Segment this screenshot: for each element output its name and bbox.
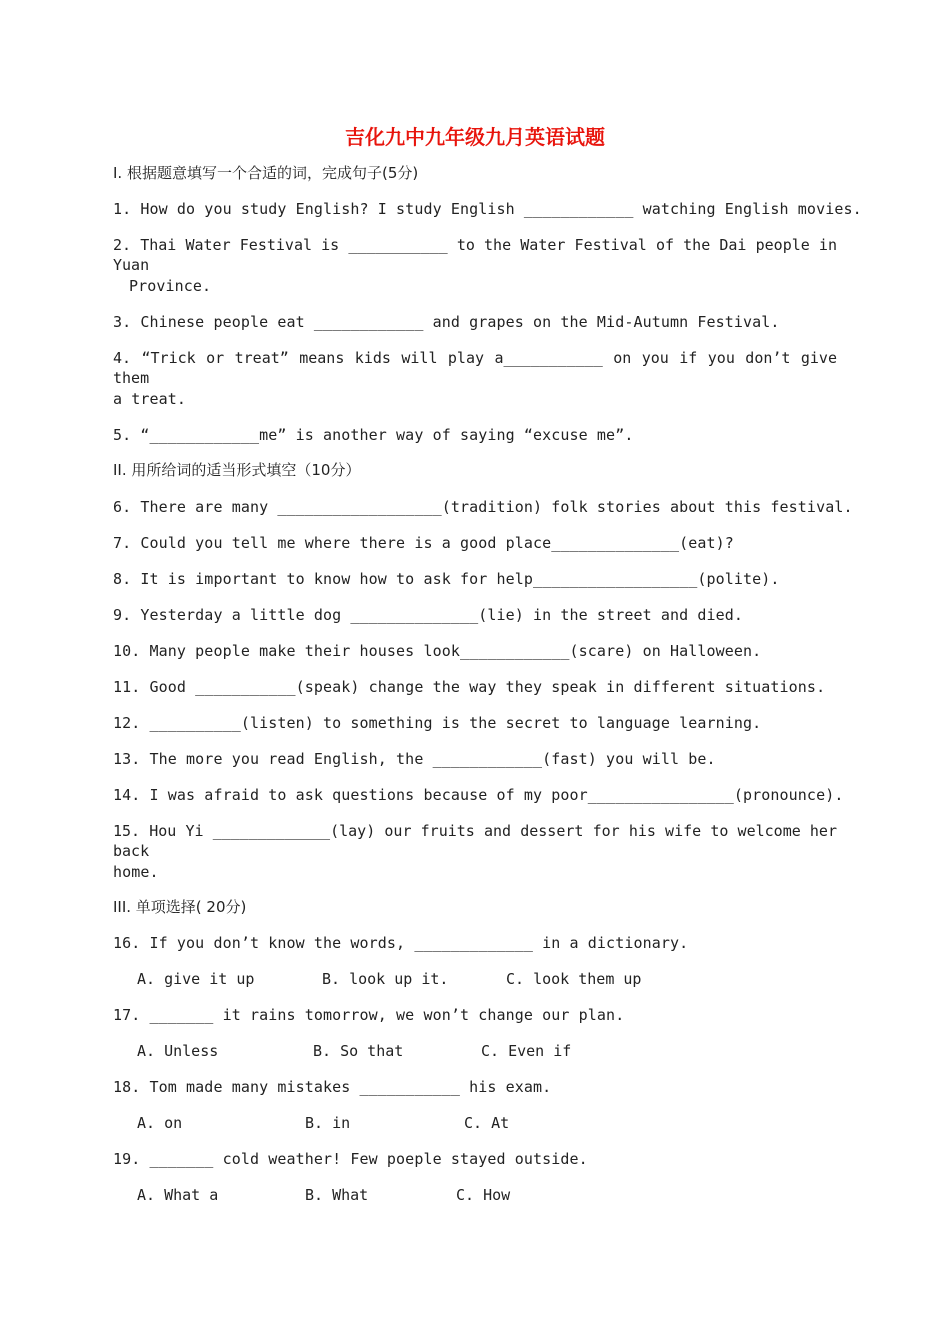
question-2: 2. Thai Water Festival is ___________ to the Water Festival of the Dai people in Yuan	[113, 236, 837, 274]
section-heading-1: I. 根据题意填写一个合适的词，完成句子(5分)	[113, 164, 419, 182]
option-17-c: C. Even if	[481, 1042, 572, 1060]
question-16: 16. If you don’t know the words, _____________ in a dictionary.	[113, 934, 689, 952]
question-5: 5. “____________me” is another way of saying “excuse me”.	[113, 426, 634, 444]
question-4-continued: a treat.	[113, 390, 187, 408]
question-15: 15. Hou Yi _____________(lay) our fruits and dessert for his wife to welcome her back	[113, 822, 837, 860]
question-19: 19. _______ cold weather! Few poeple stayed outside.	[113, 1150, 588, 1168]
question-11: 11. Good ___________(speak) change the way they speak in different situations.	[113, 678, 826, 696]
option-18-c: C. At	[464, 1114, 510, 1132]
question-9: 9. Yesterday a little dog ______________(lie) in the street and died.	[113, 606, 744, 624]
option-18-a: A. on	[137, 1114, 183, 1132]
question-8: 8. It is important to know how to ask for help__________________(polite).	[113, 570, 780, 588]
option-18-b: B. in	[305, 1114, 351, 1132]
section-heading-3: III. 单项选择( 20分)	[113, 898, 247, 916]
option-16-b: B. look up it.	[322, 970, 449, 988]
option-16-c: C. look them up	[506, 970, 642, 988]
question-18: 18. Tom made many mistakes ___________ his exam.	[113, 1078, 552, 1096]
question-17: 17. _______ it rains tomorrow, we won’t change our plan.	[113, 1006, 625, 1024]
option-19-b: B. What	[305, 1186, 369, 1204]
question-1: 1. How do you study English? I study English ____________ watching English movies.	[113, 200, 862, 218]
option-19-a: A. What a	[137, 1186, 219, 1204]
question-14: 14. I was afraid to ask questions because of my poor________________(pronounce).	[113, 786, 844, 804]
question-10: 10. Many people make their houses look____________(scare) on Halloween.	[113, 642, 762, 660]
question-2-continued: Province.	[129, 277, 212, 295]
question-13: 13. The more you read English, the ____________(fast) you will be.	[113, 750, 716, 768]
option-19-c: C. How	[456, 1186, 511, 1204]
section-heading-2: II. 用所给词的适当形式填空（10分）	[113, 461, 361, 479]
question-7: 7. Could you tell me where there is a good place______________(eat)?	[113, 534, 734, 552]
option-17-b: B. So that	[313, 1042, 404, 1060]
question-3: 3. Chinese people eat ____________ and grapes on the Mid-Autumn Festival.	[113, 313, 780, 331]
question-4: 4. “Trick or treat” means kids will play a___________ on you if you don’t give them	[113, 349, 837, 387]
option-17-a: A. Unless	[137, 1042, 219, 1060]
question-15-continued: home.	[113, 863, 159, 881]
option-16-a: A. give it up	[137, 970, 255, 988]
question-6: 6. There are many __________________(tradition) folk stories about this festival.	[113, 498, 853, 516]
question-12: 12. __________(listen) to something is the secret to language learning.	[113, 714, 762, 732]
page-title: 吉化九中九年级九月英语试题	[345, 125, 605, 149]
